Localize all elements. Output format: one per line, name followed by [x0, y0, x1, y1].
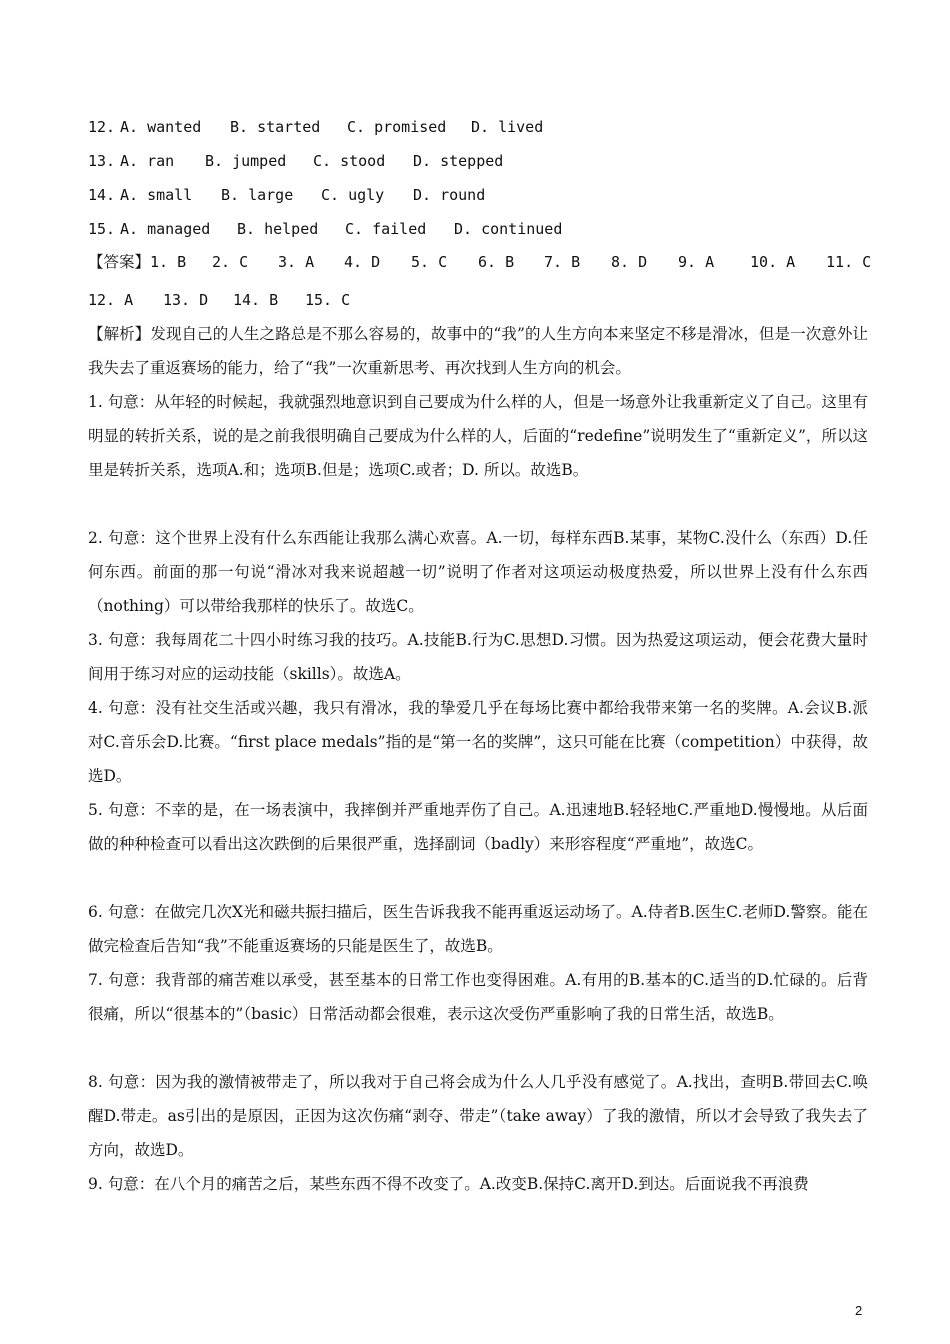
option-b: B. started	[230, 118, 321, 136]
analysis-item-7: 7. 句意：我背部的痛苦难以承受，甚至基本的日常工作也变得困难。A.有用的B.基本的C.适当的D.忙碌的。后背很痛，所以“很基本的”（basic）日常活动都会很难，表示这次受伤严重影响了我的日常生活，故选B。	[88, 971, 868, 1023]
answer-item: 3. A	[278, 253, 315, 271]
answer-item: 14. B	[233, 291, 279, 309]
answer-item: 4. D	[344, 253, 381, 271]
option-b: B. helped	[237, 220, 319, 238]
analysis-item-6: 6. 句意：在做完几次X光和磁共振扫描后，医生告诉我我不能再重返运动场了。A.侍者B.医生C.老师D.警察。能在做完检查后告知“我”不能重返赛场的只能是医生了，故选B。	[88, 903, 868, 955]
page-number: 2	[855, 1303, 863, 1318]
option-d: D. continued	[454, 220, 563, 238]
analysis-label: 【解析】	[88, 325, 151, 343]
analysis-intro	[88, 317, 868, 385]
analysis-item-3: 3. 句意：我每周花二十四小时练习我的技巧。A.技能B.行为C.思想D.习惯。因为热爱这项运动，便会花费大量时间用于练习对应的运动技能（skills）。故选A。	[88, 631, 868, 683]
analysis-item-2: 2. 句意：这个世界上没有什么东西能让我那么满心欢喜。A.一切，每样东西B.某事，某物C.没什么（东西）D.任何东西。前面的那一句说“滑冰对我来说超越一切”说明了作者对这项运动极度热爱，所以世界上没有什么东西（nothing）可以带给我那样的快乐了。故选C。	[88, 529, 868, 615]
answer-item: 10. A	[750, 253, 796, 271]
option-a: A. wanted	[120, 118, 202, 136]
answer-row-1	[88, 252, 872, 272]
analysis-item-1: 1. 句意：从年轻的时候起，我就强烈地意识到自己要成为什么样的人，但是一场意外让我重新定义了自己。这里有明显的转折关系，说的是之前我很明确自己要成为什么样的人，后面的“redefine”说明发生了“重新定义”，所以这里是转折关系，选项A.和；选项B.但是；选项C.或者；D. 所以。故选B。	[88, 393, 868, 479]
answer-item: 1. B	[150, 253, 187, 271]
option-a: A. managed	[120, 220, 211, 238]
analysis-item-8: 8. 句意：因为我的激情被带走了，所以我对于自己将会成为什么人几乎没有感觉了。A.找出，查明B.带回去C.唤醒D.带走。as引出的是原因，正因为这次伤痛“剥夺、带走”（take away）了我的激情，所以才会导致了我失去了方向，故选D。	[88, 1073, 868, 1159]
option-c: C. stood	[313, 152, 386, 170]
option-a: A. ran	[120, 152, 175, 170]
option-d: D. lived	[471, 118, 544, 136]
options-row-14	[88, 185, 868, 205]
options-row-12	[88, 117, 868, 137]
answer-item: 9. A	[678, 253, 715, 271]
question-number: 12.	[88, 118, 116, 136]
question-number: 13.	[88, 152, 116, 170]
analysis-item-5: 5. 句意：不幸的是，在一场表演中，我摔倒并严重地弄伤了自己。A.迅速地B.轻轻地C.严重地D.慢慢地。从后面做的种种检查可以看出这次跌倒的后果很严重，选择副词（badly）来形容程度“严重地”，故选C。	[88, 801, 868, 853]
analysis-item-4: 4. 句意：没有社交生活或兴趣，我只有滑冰，我的挚爱几乎在每场比赛中都给我带来第一名的奖牌。A.会议B.派对C.音乐会D.比赛。“first place medals”指的是“第一名的奖牌”，这只可能在比赛（competition）中获得，故选D。	[88, 699, 868, 785]
answer-label: 【答案】	[88, 253, 151, 271]
option-b: B. jumped	[205, 152, 287, 170]
answer-item: 12. A	[88, 291, 134, 309]
analysis-intro-text: 发现自己的人生之路总是不那么容易的，故事中的“我”的人生方向本来坚定不移是滑冰，但是一次意外让我失去了重返赛场的能力，给了“我”一次重新思考、再次找到人生方向的机会。	[88, 325, 868, 377]
question-number: 15.	[88, 220, 116, 238]
option-c: C. promised	[347, 118, 447, 136]
options-row-13	[88, 151, 868, 171]
option-b: B. large	[221, 186, 294, 204]
answer-item: 8. D	[611, 253, 648, 271]
answer-item: 5. C	[411, 253, 448, 271]
option-c: C. failed	[345, 220, 427, 238]
answer-item: 13. D	[163, 291, 209, 309]
option-d: D. round	[413, 186, 486, 204]
option-d: D. stepped	[413, 152, 504, 170]
options-row-15	[88, 219, 868, 239]
answer-item: 2. C	[212, 253, 249, 271]
question-number: 14.	[88, 186, 116, 204]
option-a: A. small	[120, 186, 193, 204]
answer-item: 15. C	[305, 291, 351, 309]
answer-item: 7. B	[544, 253, 581, 271]
answer-row-2	[88, 290, 868, 310]
option-c: C. ugly	[321, 186, 385, 204]
answer-item: 6. B	[478, 253, 515, 271]
answer-item: 11. C	[826, 253, 872, 271]
analysis-item-9: 9. 句意：在八个月的痛苦之后，某些东西不得不改变了。A.改变B.保持C.离开D.到达。后面说我不再浪费	[88, 1175, 809, 1193]
